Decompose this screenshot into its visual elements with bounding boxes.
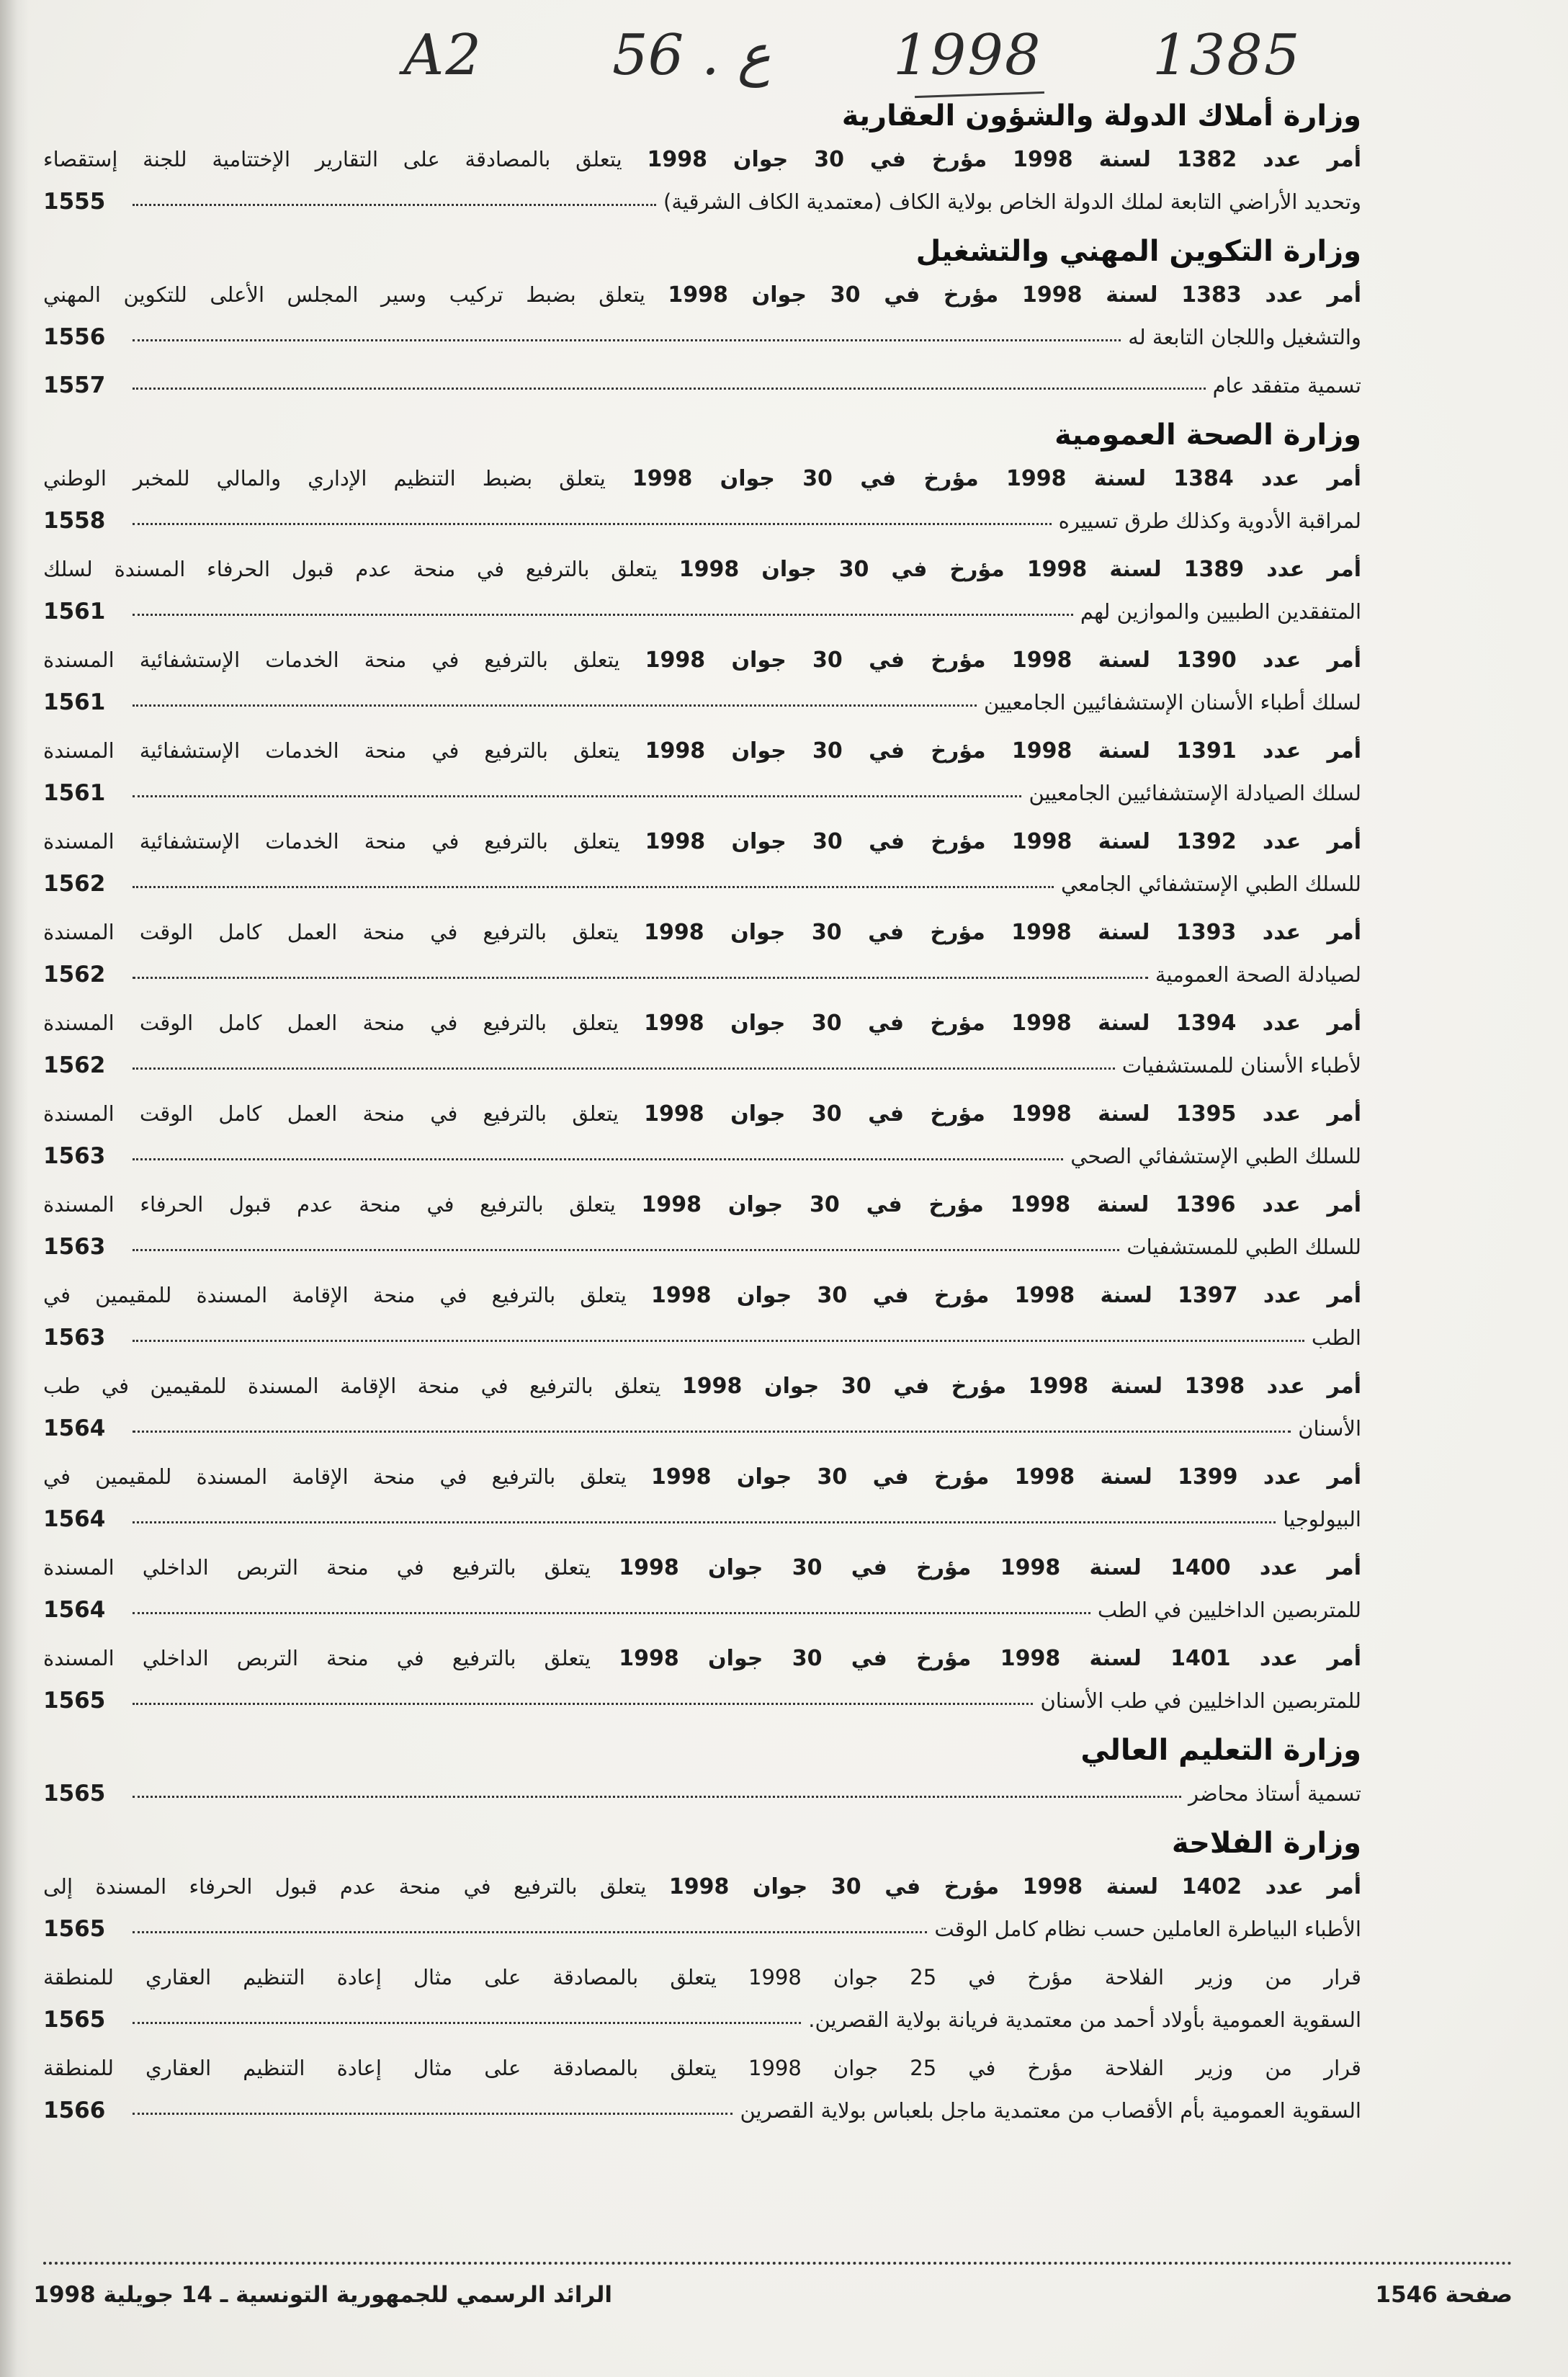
page-number: 1556 xyxy=(43,324,106,350)
entry-line-2 xyxy=(43,954,1361,996)
entry-line-2-text: المتفقدين الطبيين والموازين لهم xyxy=(1080,599,1361,624)
dot-leader xyxy=(133,977,1148,979)
entry-line-2 xyxy=(43,1317,1361,1359)
list-item xyxy=(43,1637,1361,1722)
entry-line-1 xyxy=(43,1183,1361,1226)
list-item xyxy=(43,1866,1361,1951)
entry-line-2 xyxy=(43,1407,1361,1450)
page-number: 1562 xyxy=(43,871,106,897)
entry-lead: أمر عدد 1382 لسنة 1998 مؤرخ في 30 جوان 1998 xyxy=(647,147,1361,172)
entry-lead: أمر عدد 1393 لسنة 1998 مؤرخ في 30 جوان 1998 xyxy=(644,920,1361,945)
page-number: 1565 xyxy=(43,1916,106,1942)
dot-leader xyxy=(133,523,1052,525)
list-item xyxy=(43,457,1361,542)
entry-line-1-text: يتعلق بضبط التنظيم الإداري والمالي للمخبر الوطني xyxy=(43,466,632,491)
entry-text xyxy=(43,1093,1361,1135)
entry-text xyxy=(43,730,1361,772)
entry-line-1 xyxy=(43,730,1361,772)
page-number: 1561 xyxy=(43,689,106,715)
entry-line-1 xyxy=(43,1365,1361,1407)
entry-text xyxy=(43,457,1361,500)
list-item xyxy=(43,1093,1361,1178)
entry-line-2-text: للسلك الطبي للمستشفيات xyxy=(1126,1235,1361,1259)
entry-line-1-text: يتعلق بالترفيع في منحة الخدمات الإستشفائية المسندة xyxy=(43,738,645,763)
entry-lead: أمر عدد 1398 لسنة 1998 مؤرخ في 30 جوان 1998 xyxy=(681,1374,1361,1399)
entry-line-2-text: البيولوجيا xyxy=(1283,1507,1361,1531)
list-item xyxy=(43,274,1361,359)
entry-line-2-text: للمتربصين الداخليين في الطب xyxy=(1097,1598,1361,1622)
entry-lead: أمر عدد 1396 لسنة 1998 مؤرخ في 30 جوان 1998 xyxy=(641,1192,1361,1217)
entry-line-1 xyxy=(43,2047,1361,2090)
dot-leader xyxy=(133,795,1021,797)
entry-line-1 xyxy=(43,1456,1361,1498)
entry-line-2-text: تسمية أستاذ محاضر xyxy=(1188,1781,1361,1806)
entry-text xyxy=(43,1456,1361,1498)
entry-line-1 xyxy=(43,820,1361,863)
entry-line-2 xyxy=(43,1773,1361,1815)
entry-line-1 xyxy=(43,548,1361,591)
entry-line-2-text: لأطباء الأسنان للمستشفيات xyxy=(1121,1053,1361,1078)
handwritten-ref-issue: 56 . ع xyxy=(612,23,771,88)
entry-line-2 xyxy=(43,181,1361,223)
handwritten-ref-code: A2 xyxy=(403,23,483,88)
page-number: 1566 xyxy=(43,2098,106,2123)
entry-text xyxy=(43,138,1361,181)
list-item xyxy=(43,2047,1361,2132)
entry-lead: أمر عدد 1389 لسنة 1998 مؤرخ في 30 جوان 1998 xyxy=(678,557,1361,582)
entry-line-1-text: يتعلق بالترفيع في منحة عدم قبول الحرفاء المسندة xyxy=(43,1192,642,1217)
dot-leader xyxy=(133,2113,733,2115)
entry-line-1 xyxy=(43,1274,1361,1317)
page-number: 1563 xyxy=(43,1234,106,1260)
dot-leader xyxy=(133,704,977,707)
list-item xyxy=(43,639,1361,724)
dot-leader xyxy=(133,204,656,206)
dot-leader xyxy=(133,388,1206,390)
entry-line-2-text: السقوية العمومية بأم الأقصاب من معتمدية ماجل بلعباس بولاية القصرين xyxy=(740,2098,1361,2123)
list-item xyxy=(43,1546,1361,1631)
entry-text xyxy=(43,911,1361,954)
entry-line-1 xyxy=(43,274,1361,316)
entry-line-1-text: يتعلق بالترفيع في منحة العمل كامل الوقت المسندة xyxy=(43,1011,645,1035)
entry-line-2 xyxy=(43,1044,1361,1087)
entry-line-1-text: يتعلق بضبط تركيب وسير المجلس الأعلى للتكوين المهني xyxy=(43,282,668,307)
entry-line-2 xyxy=(43,1498,1361,1541)
dot-leader xyxy=(133,1067,1115,1070)
entry-line-1 xyxy=(43,911,1361,954)
dot-leader xyxy=(133,886,1054,888)
page-number: 1557 xyxy=(43,372,106,398)
entry-line-1 xyxy=(43,1637,1361,1680)
page-number: 1563 xyxy=(43,1143,106,1169)
list-item xyxy=(43,364,1361,407)
list-item xyxy=(43,548,1361,633)
entry-line-2-text: للسلك الطبي الإستشفائي الصحي xyxy=(1070,1144,1361,1168)
page-number: 1563 xyxy=(43,1325,106,1351)
entry-text xyxy=(43,1546,1361,1589)
entry-line-2-text: لصيادلة الصحة العمومية xyxy=(1155,962,1361,987)
footer-journal-title: الرائد الرسمي للجمهورية التونسية ـ 14 جويلية 1998 xyxy=(33,2282,612,2308)
entry-line-2 xyxy=(43,316,1361,359)
entry-line-2 xyxy=(43,863,1361,905)
entry-line-2-text: للسلك الطبي الإستشفائي الجامعي xyxy=(1060,872,1361,896)
entry-line-2-text: لمراقبة الأدوية وكذلك طرق تسييره xyxy=(1058,509,1361,533)
entry-lead: أمر عدد 1399 لسنة 1998 مؤرخ في 30 جوان 1998 xyxy=(651,1464,1361,1490)
entry-line-1 xyxy=(43,1093,1361,1135)
entry-lead: أمر عدد 1397 لسنة 1998 مؤرخ في 30 جوان 1998 xyxy=(651,1283,1361,1308)
entry-line-2 xyxy=(43,772,1361,815)
entry-line-1 xyxy=(43,1002,1361,1044)
entry-line-1-text: يتعلق بالترفيع في منحة الخدمات الإستشفائية المسندة xyxy=(43,829,645,854)
entry-line-1-text: يتعلق بالترفيع في منحة عدم قبول الحرفاء المسندة لسلك xyxy=(43,557,679,581)
entry-line-1-text: قرار من وزير الفلاحة مؤرخ في 25 جوان 1998 يتعلق بالمصادقة على مثال إعادة التنظيم العقاري للمنطقة xyxy=(43,2056,1361,2080)
page-number: 1561 xyxy=(43,599,106,625)
entry-line-2-text: لسلك أطباء الأسنان الإستشفائيين الجامعيين xyxy=(984,690,1361,715)
entry-text xyxy=(43,1365,1361,1407)
entry-line-1-text: يتعلق بالترفيع في منحة التربص الداخلي المسندة xyxy=(43,1646,619,1670)
entry-text xyxy=(43,820,1361,863)
entry-line-1 xyxy=(43,457,1361,500)
entry-lead: أمر عدد 1383 لسنة 1998 مؤرخ في 30 جوان 1998 xyxy=(668,282,1361,308)
list-item xyxy=(43,1183,1361,1268)
page-binding-shadow xyxy=(0,0,29,2377)
page-number: 1565 xyxy=(43,1688,106,1714)
entry-line-2-text: والتشغيل واللجان التابعة له xyxy=(1128,325,1361,349)
handwritten-ref-year: 1998 xyxy=(893,23,1042,88)
entry-line-1-text: يتعلق بالمصادقة على التقارير الإختتامية للجنة إستقصاء xyxy=(43,147,648,171)
list-item xyxy=(43,820,1361,905)
page-number: 1564 xyxy=(43,1597,106,1623)
dot-leader xyxy=(133,339,1121,341)
entry-text xyxy=(43,639,1361,681)
page-number: 1562 xyxy=(43,962,106,988)
entry-lead: أمر عدد 1394 لسنة 1998 مؤرخ في 30 جوان 1998 xyxy=(644,1011,1361,1036)
entry-lead: أمر عدد 1390 لسنة 1998 مؤرخ في 30 جوان 1998 xyxy=(645,648,1361,673)
entry-line-2-text: الأطباء البياطرة العاملين حسب نظام كامل الوقت xyxy=(934,1917,1361,1941)
page-number: 1565 xyxy=(43,2007,106,2033)
entry-line-2-text: الطب xyxy=(1311,1325,1361,1350)
entry-lead: أمر عدد 1384 لسنة 1998 مؤرخ في 30 جوان 1998 xyxy=(632,466,1361,491)
footer-divider xyxy=(43,2262,1513,2265)
list-item xyxy=(43,1274,1361,1359)
entry-line-2-text: الأسنان xyxy=(1298,1416,1361,1441)
page-number: 1564 xyxy=(43,1415,106,1441)
entry-line-2 xyxy=(43,1908,1361,1951)
section-title: وزارة التكوين المهني والتشغيل xyxy=(915,235,1361,268)
entry-line-2 xyxy=(43,1999,1361,2041)
entry-line-1-text: يتعلق بالترفيع في منحة التربص الداخلي المسندة xyxy=(43,1555,619,1580)
list-item xyxy=(43,911,1361,996)
dot-leader xyxy=(133,1931,927,1933)
dot-leader xyxy=(133,1521,1276,1523)
entry-line-2 xyxy=(43,1226,1361,1268)
entry-line-2 xyxy=(43,1680,1361,1722)
entry-line-1-text: يتعلق بالترفيع في منحة العمل كامل الوقت المسندة xyxy=(43,1101,645,1126)
entry-line-2 xyxy=(43,591,1361,633)
entry-line-2 xyxy=(43,500,1361,542)
dot-leader xyxy=(133,1340,1304,1342)
section-title: وزارة أملاك الدولة والشؤون العقارية xyxy=(841,99,1361,133)
entry-line-1 xyxy=(43,1866,1361,1908)
entry-lead: أمر عدد 1402 لسنة 1998 مؤرخ في 30 جوان 1998 xyxy=(668,1874,1361,1899)
entry-line-1-text: يتعلق بالترفيع في منحة عدم قبول الحرفاء المسندة إلى xyxy=(43,1874,669,1899)
section-title: وزارة التعليم العالي xyxy=(1080,1734,1361,1767)
list-item xyxy=(43,1365,1361,1450)
page-number: 1558 xyxy=(43,508,106,534)
entry-lead: أمر عدد 1392 لسنة 1998 مؤرخ في 30 جوان 1998 xyxy=(645,829,1361,854)
page-footer xyxy=(33,2282,1513,2325)
handwritten-reference xyxy=(389,23,1325,102)
entry-text xyxy=(43,1002,1361,1044)
page-number: 1565 xyxy=(43,1781,106,1807)
entry-lead: أمر عدد 1391 لسنة 1998 مؤرخ في 30 جوان 1998 xyxy=(645,738,1361,764)
dot-leader xyxy=(133,1249,1119,1251)
dot-leader xyxy=(133,2022,801,2024)
entry-line-1 xyxy=(43,1546,1361,1589)
dot-leader xyxy=(133,1612,1090,1614)
list-item xyxy=(43,138,1361,223)
entry-line-2-text: تسمية متفقد عام xyxy=(1212,373,1361,398)
entry-line-2-text: وتحديد الأراضي التابعة لملك الدولة الخاص بولاية الكاف (معتمدية الكاف الشرقية) xyxy=(663,189,1361,214)
page-number: 1562 xyxy=(43,1052,106,1078)
entry-lead: أمر عدد 1400 لسنة 1998 مؤرخ في 30 جوان 1998 xyxy=(619,1555,1361,1580)
entry-text xyxy=(43,1866,1361,1908)
entry-line-1-text: يتعلق بالترفيع في منحة الإقامة المسندة للمقيمين في xyxy=(43,1464,652,1489)
entry-line-1 xyxy=(43,639,1361,681)
entry-line-2-text: السقوية العمومية بأولاد أحمد من معتمدية فريانة بولاية القصرين. xyxy=(808,2007,1361,2032)
section-title: وزارة الفلاحة xyxy=(1171,1827,1361,1860)
page-number: 1564 xyxy=(43,1506,106,1532)
entry-line-2 xyxy=(43,681,1361,724)
list-item xyxy=(43,1956,1361,2041)
list-item xyxy=(43,1002,1361,1087)
entry-line-2-text: لسلك الصيادلة الإستشفائيين الجامعيين xyxy=(1029,781,1361,805)
entry-text xyxy=(43,1637,1361,1680)
entry-text xyxy=(43,548,1361,591)
list-item xyxy=(43,730,1361,815)
entry-line-1-text: يتعلق بالترفيع في منحة الإقامة المسندة للمقيمين في xyxy=(43,1283,652,1307)
entry-text xyxy=(43,1183,1361,1226)
entry-line-1 xyxy=(43,138,1361,181)
entry-line-1 xyxy=(43,1956,1361,1999)
entry-line-1-text: يتعلق بالترفيع في منحة العمل كامل الوقت المسندة xyxy=(43,920,645,944)
handwritten-ref-number: 1385 xyxy=(1152,23,1302,88)
page-number: 1561 xyxy=(43,780,106,806)
page-number: 1555 xyxy=(43,189,106,215)
entry-line-2 xyxy=(43,1589,1361,1631)
footer-page-number: صفحة 1546 xyxy=(1375,2282,1513,2308)
entry-line-2 xyxy=(43,364,1361,407)
dot-leader xyxy=(133,1796,1181,1798)
entry-line-2-text: للمتربصين الداخليين في طب الأسنان xyxy=(1040,1688,1361,1713)
dot-leader xyxy=(133,1158,1063,1160)
entry-text xyxy=(43,1274,1361,1317)
table-of-contents xyxy=(43,94,1361,2138)
entry-lead: أمر عدد 1395 لسنة 1998 مؤرخ في 30 جوان 1998 xyxy=(644,1101,1361,1127)
dot-leader xyxy=(133,1703,1033,1705)
list-item xyxy=(43,1773,1361,1815)
section-title: وزارة الصحة العمومية xyxy=(1054,418,1361,452)
entry-line-1-text: يتعلق بالترفيع في منحة الإقامة المسندة للمقيمين في طب xyxy=(43,1374,682,1398)
entry-lead: أمر عدد 1401 لسنة 1998 مؤرخ في 30 جوان 1998 xyxy=(619,1646,1361,1671)
dot-leader xyxy=(133,614,1073,616)
entry-text xyxy=(43,274,1361,316)
dot-leader xyxy=(133,1431,1291,1433)
entry-line-2 xyxy=(43,2090,1361,2132)
entry-line-1-text: قرار من وزير الفلاحة مؤرخ في 25 جوان 1998 يتعلق بالمصادقة على مثال إعادة التنظيم العقاري للمنطقة xyxy=(43,1965,1361,1989)
entry-line-2 xyxy=(43,1135,1361,1178)
list-item xyxy=(43,1456,1361,1541)
entry-line-1-text: يتعلق بالترفيع في منحة الخدمات الإستشفائية المسندة xyxy=(43,648,645,672)
